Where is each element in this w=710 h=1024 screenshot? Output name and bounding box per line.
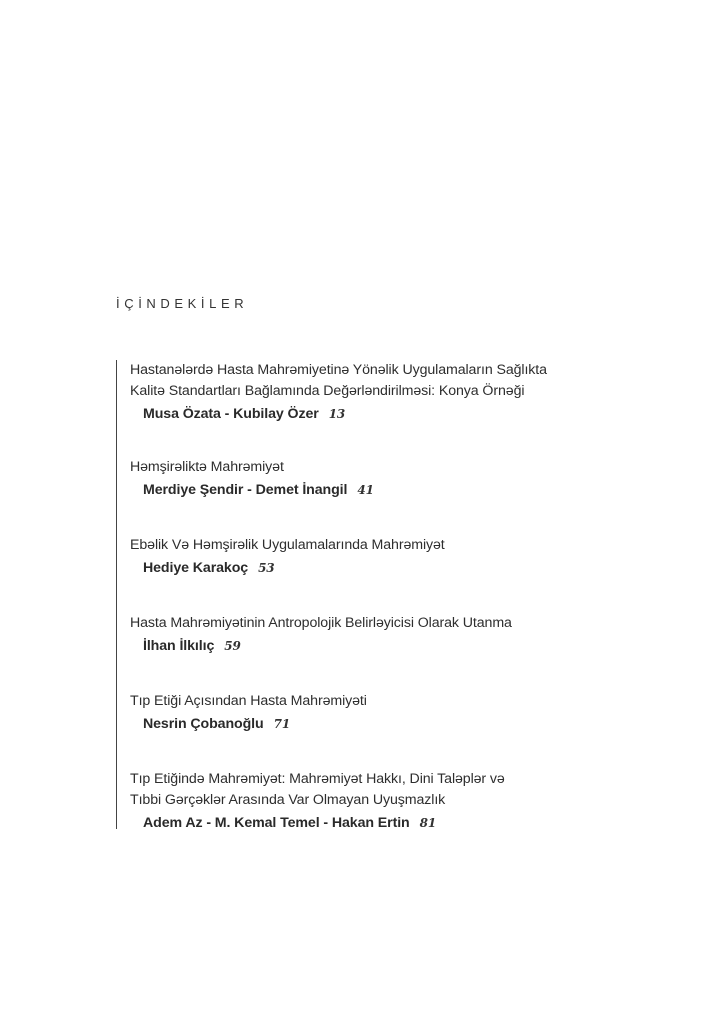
entry-title [130,769,630,811]
toc-entry[interactable] [130,535,630,578]
entry-authors: Musa Özata - Kubilay Özer [143,406,319,422]
entry-title-line: Həmşirəliktə Mahrəmiyət [130,459,284,475]
entry-authors-line [143,404,630,424]
entry-title-line: Tıp Etiği Açısından Hasta Mahrəmiyəti [130,693,367,709]
entry-title-line: Tıbbi Gərçəklər Arasında Var Olmayan Uyuşmazlık [130,792,446,808]
entry-authors-line [143,480,630,500]
toc-entry[interactable] [130,457,630,500]
entry-authors: Adem Az - M. Kemal Temel - Hakan Ertin [143,815,410,831]
entry-title [130,457,630,478]
entry-authors-line [143,558,630,578]
entry-title-line: Hasta Mahrəmiyətinin Antropolojik Belirləyicisi Olarak Utanma [130,615,512,631]
toc-entry[interactable] [130,691,630,734]
entry-title [130,691,630,712]
entry-title-line: Tıp Etiğində Mahrəmiyət: Mahrəmiyət Hakkı, Dini Taləplər və [130,771,505,787]
entry-authors-line [143,714,630,734]
entry-authors-line [143,636,630,656]
entry-authors: Hediye Karakoç [143,560,249,576]
toc-entry[interactable] [130,769,630,833]
entry-title [130,360,630,402]
entry-page-number: 59 [224,639,241,653]
entry-title-line: Hastanələrdə Hasta Mahrəmiyetinə Yönəlik Uygulamaların Sağlıkta [130,362,547,378]
entry-title-line: Kalitə Standartları Bağlamında Değərləndirilməsi: Konya Örnəği [130,383,525,399]
entry-title [130,613,630,634]
table-of-contents [116,360,637,829]
entry-authors: Nesrin Çobanoğlu [143,716,264,732]
entry-authors: İlhan İlkılıç [143,638,215,654]
entry-page-number: 13 [328,407,346,421]
entry-title-line: Ebəlik Və Həmşirəlik Uygulamalarında Mahrəmiyət [130,537,445,553]
entry-authors-line [143,813,630,833]
entry-page-number: 41 [357,483,374,497]
entry-page-number: 81 [419,816,437,830]
entry-page-number: 53 [258,561,275,575]
toc-entry[interactable] [130,613,630,656]
entry-page-number: 71 [273,717,291,731]
toc-heading: İÇİNDEKİLER [116,296,249,311]
entry-authors: Merdiye Şendir - Demet İnangil [143,482,348,498]
toc-entry[interactable] [130,360,630,424]
entry-title [130,535,630,556]
